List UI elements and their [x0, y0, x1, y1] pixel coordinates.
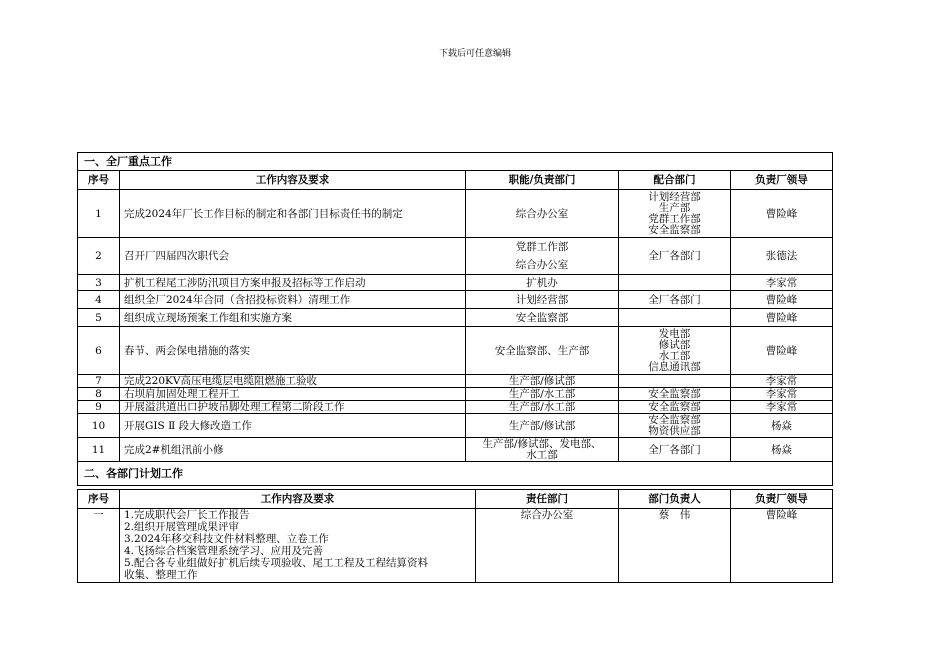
row-leader: 曹险峰	[731, 309, 833, 327]
row-coop	[619, 238, 731, 275]
coop-line: 计划经营部	[648, 190, 701, 203]
section1-title: 一、全厂重点工作	[78, 153, 833, 171]
row-coop: 全厂各部门	[619, 438, 731, 462]
row-no: 一	[78, 509, 120, 583]
plan-item: 收集、整理工作	[124, 569, 198, 581]
col-header-content: 工作内容及要求	[120, 490, 476, 509]
col-header-leader: 负责厂领导	[731, 490, 833, 509]
row-leader: 李家常	[731, 388, 833, 401]
row-no: 5	[78, 309, 120, 327]
table-row	[78, 375, 833, 388]
row-coop	[619, 275, 731, 291]
table-row	[78, 309, 833, 327]
row-content: 开展GIS Ⅱ 段大修改造工作	[120, 414, 466, 438]
row-leader: 曹险峰	[731, 291, 833, 309]
row-coop	[619, 309, 731, 327]
row-leader: 曹险峰	[731, 190, 833, 238]
row-content: 组织成立现场预案工作组和实施方案	[120, 309, 466, 327]
row-coop: 安全监察部	[619, 401, 731, 414]
row-content: 右坝肩加固处理工程开工	[120, 388, 466, 401]
plan-item: 5.配合各专业组做好扩机后续专项验收、尾工工程及工程结算资料	[124, 557, 429, 569]
row-no: 7	[78, 375, 120, 388]
row-leader: 李家常	[731, 375, 833, 388]
col-header-coop: 配合部门	[619, 171, 731, 190]
table-row	[78, 327, 833, 375]
row-no: 6	[78, 327, 120, 375]
row-no: 9	[78, 401, 120, 414]
plan-item: 4.飞扬综合档案管理系统学习、应用及完善	[124, 545, 324, 557]
row-leader: 李家常	[731, 401, 833, 414]
row-leader: 杨焱	[731, 414, 833, 438]
col-header-no: 序号	[78, 171, 120, 190]
row-content: 召开厂四届四次职代会	[120, 238, 466, 275]
plan-item: 2.组织开展管理成果评审	[124, 521, 240, 533]
row-dept: 生产部/修试部	[466, 414, 619, 438]
plan-item: 3.2024年移交科技文件材料整理、立卷工作	[124, 533, 329, 545]
section1-header-row	[78, 171, 833, 190]
coop-line: 安全监察部	[648, 223, 701, 236]
row-no: 2	[78, 238, 120, 275]
key-work-table	[77, 152, 833, 486]
col-header-no: 序号	[78, 490, 120, 509]
row-dept: 综合办公室	[476, 509, 619, 583]
row-coop	[619, 327, 731, 375]
row-dept: 生产部/水工部	[466, 401, 619, 414]
row-content: 完成220KV高压电缆层电缆阻燃施工验收	[120, 375, 466, 388]
section2-title: 二、各部门计划工作	[78, 462, 833, 486]
row-content	[120, 509, 476, 583]
row-dept: 安全监察部、生产部	[466, 327, 619, 375]
coop-line: 信息通讯部	[648, 360, 701, 373]
header-note: 下载后可任意编辑	[438, 49, 511, 59]
table-row	[78, 291, 833, 309]
row-dept	[466, 190, 619, 238]
dept-line: 水工部	[526, 448, 558, 461]
row-coop	[619, 414, 731, 438]
dept-line: 党群工作部	[515, 241, 569, 253]
dept-line: 综合办公室	[515, 259, 569, 271]
row-content: 组织全厂2024年合同（含招投标资料）清理工作	[120, 291, 466, 309]
row-coop: 安全监察部	[619, 388, 731, 401]
table-row	[78, 238, 833, 275]
table-row	[78, 190, 833, 238]
row-dept	[466, 438, 619, 462]
coop-line: 党群工作部	[648, 212, 701, 225]
table-row	[78, 438, 833, 462]
table-row	[78, 509, 833, 583]
col-header-content: 工作内容及要求	[120, 171, 466, 190]
row-coop	[619, 190, 731, 238]
coop-line: 安全监察部	[648, 413, 701, 426]
row-head: 蔡 伟	[619, 509, 731, 583]
section2-header-row	[78, 490, 833, 509]
col-header-dept: 责任部门	[476, 490, 619, 509]
coop-line: 生产部	[658, 201, 691, 214]
row-no: 1	[78, 190, 120, 238]
row-content: 完成2024年厂长工作目标的制定和各部门目标责任书的制定	[120, 190, 466, 238]
row-leader: 杨焱	[731, 438, 833, 462]
col-header-dept: 职能/负责部门	[466, 171, 619, 190]
row-content: 开展溢洪道出口护坡吊脚处理工程第二阶段工作	[120, 401, 466, 414]
row-content: 完成2#机组汛前小修	[120, 438, 466, 462]
coop-line: 物资供应部	[648, 424, 701, 437]
table-row	[78, 414, 833, 438]
dept-plan-table	[77, 489, 833, 583]
dept-line: 生产部/修试部、发电部、	[482, 437, 602, 450]
table-row	[78, 388, 833, 401]
col-header-leader: 负责厂领导	[731, 171, 833, 190]
table-row	[78, 275, 833, 291]
coop-line: 水工部	[658, 349, 691, 362]
row-dept	[466, 238, 619, 275]
row-no: 10	[78, 414, 120, 438]
row-leader: 曹险峰	[731, 327, 833, 375]
coop-line: 修试部	[658, 338, 691, 351]
plan-item: 1.完成职代会厂长工作报告	[124, 509, 250, 521]
table-row	[78, 401, 833, 414]
row-no: 11	[78, 438, 120, 462]
row-leader: 李家常	[731, 275, 833, 291]
coop-line: 发电部	[658, 327, 691, 340]
row-no: 3	[78, 275, 120, 291]
row-content: 扩机工程尾工涉防汛项目方案申报及招标等工作启动	[120, 275, 466, 291]
row-dept: 安全监察部	[466, 309, 619, 327]
coop-line: 全厂各部门	[648, 250, 701, 262]
row-dept: 生产部/修试部	[466, 375, 619, 388]
row-leader: 张德法	[731, 238, 833, 275]
row-dept: 生产部/水工部	[466, 388, 619, 401]
row-coop	[619, 375, 731, 388]
row-content: 春节、两会保电措施的落实	[120, 327, 466, 375]
row-dept: 扩机办	[466, 275, 619, 291]
col-header-head: 部门负责人	[619, 490, 731, 509]
row-dept: 计划经营部	[466, 291, 619, 309]
row-no: 8	[78, 388, 120, 401]
dept-line: 综合办公室	[515, 207, 569, 220]
row-no: 4	[78, 291, 120, 309]
row-leader: 曹险峰	[731, 509, 833, 583]
row-coop: 全厂各部门	[619, 291, 731, 309]
